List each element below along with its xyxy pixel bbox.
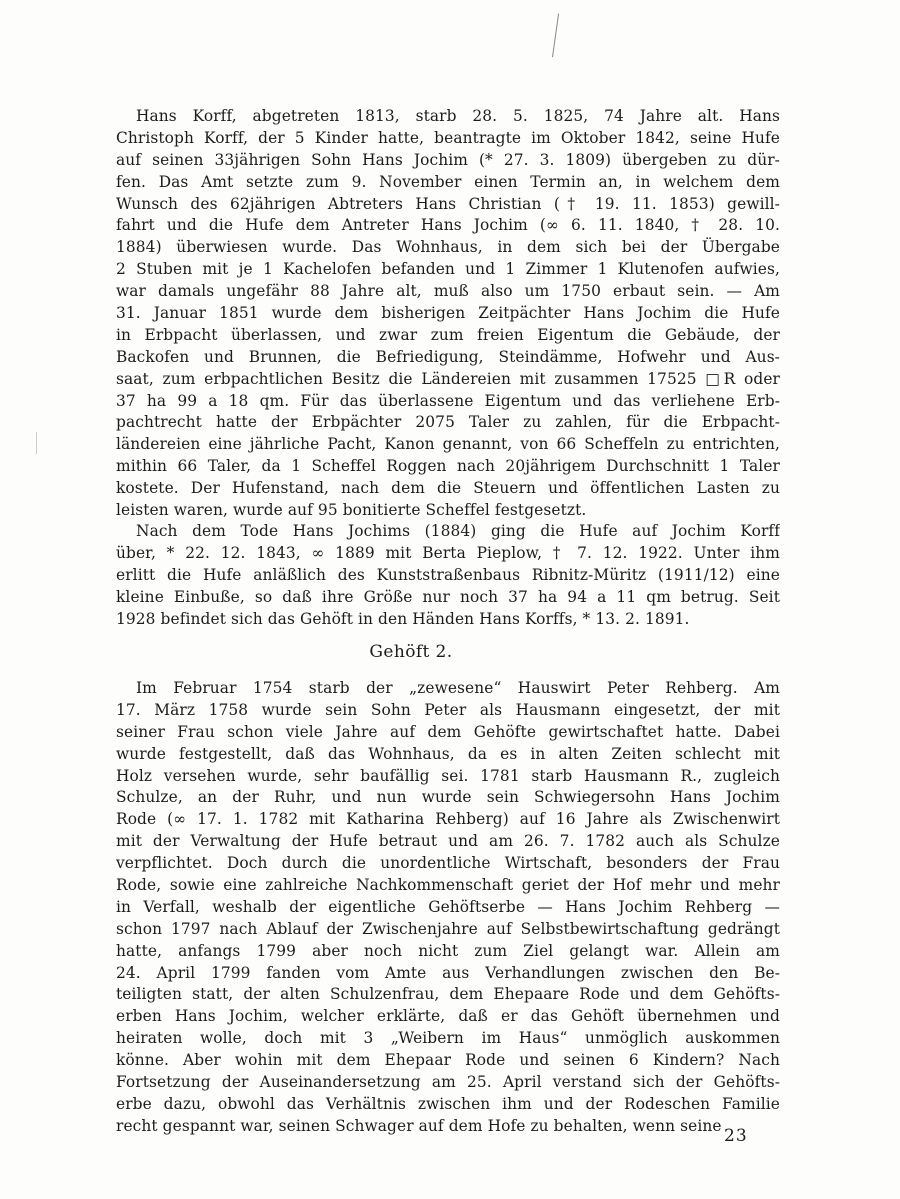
text-line: mit der Verwaltung der Hufe betraut und am 26. 7. 1782 auch als Schulze: [116, 832, 780, 851]
text-line: Im Februar 1754 starb der „zewesene“ Hauswirt Peter Rehberg. Am: [136, 679, 780, 697]
text-line: seiner Frau schon viele Jahre auf dem Gehöfte gewirtschaftet hatte. Dabei: [116, 722, 780, 741]
text-line: fen. Das Amt setzte zum 9. November einen Termin an, in welchem dem: [116, 172, 780, 191]
text-line: erlitt die Hufe anläßlich des Kunststraßenbaus Ribnitz-Müritz (1911/12) eine: [116, 565, 780, 584]
page-number: 23: [724, 1126, 748, 1146]
text-line: 1928 befindet sich das Gehöft in den Händen Hans Korffs, * 13. 2. 1891.: [116, 609, 690, 628]
paragraph-gehoeft-2: [116, 678, 780, 1138]
text-line: 31. Januar 1851 wurde dem bisherigen Zeitpächter Hans Jochim die Hufe: [116, 304, 780, 323]
text-line: Backofen und Brunnen, die Befriedigung, Steindämme, Hofwehr und Aus-: [116, 347, 780, 366]
text-line: recht gespannt war, seinen Schwager auf dem Hofe zu behalten, wenn seine: [116, 1116, 722, 1135]
text-line: 37 ha 99 a 18 qm. Für das überlassene Eigentum und das verliehene Erb-: [116, 391, 780, 410]
text-line: erbe dazu, obwohl das Verhältnis zwischen ihm und der Rodeschen Familie: [116, 1094, 780, 1113]
text-line: mithin 66 Taler, da 1 Scheffel Roggen nach 20jährigem Durchschnitt 1 Taler: [116, 457, 780, 476]
text-line: saat, zum erbpachtlichen Besitz die Ländereien mit zusammen 17525 □R oder: [116, 369, 780, 388]
text-line: 2 Stuben mit je 1 Kachelofen befanden und 1 Zimmer 1 Klutenofen aufwies,: [116, 260, 780, 279]
text-line: 1884) überwiesen wurde. Das Wohnhaus, in dem sich bei der Übergabe: [116, 238, 780, 257]
text-line: Wunsch des 62jährigen Abtreters Hans Christian († 19. 11. 1853) gewill-: [116, 194, 780, 213]
text-line: Nach dem Tode Hans Jochims (1884) ging die Hufe auf Jochim Korff: [136, 522, 780, 540]
text-line: verpflichtet. Doch durch die unordentliche Wirtschaft, besonders der Frau: [116, 854, 780, 873]
text-line: kostete. Der Hufenstand, nach dem die Steuern und öffentlichen Lasten zu: [116, 479, 780, 498]
text-line: Holz versehen wurde, sehr baufällig sei. 1781 starb Hausmann R., zugleich: [116, 766, 780, 785]
text-line: Rode (∞ 17. 1. 1782 mit Katharina Rehberg) auf 16 Jahre als Zwischenwirt: [116, 810, 780, 829]
text-line: kleine Einbuße, so daß ihre Größe nur noch 37 ha 94 a 11 qm betrug. Seit: [116, 587, 780, 606]
text-line: in Verfall, weshalb der eigentliche Gehöftserbe — Hans Jochim Rehberg —: [116, 897, 780, 916]
text-line: 24. April 1799 fanden vom Amte aus Verhandlungen zwischen den Be-: [116, 963, 780, 982]
text-line: schon 1797 nach Ablauf der Zwischenjahre auf Selbstbewirtschaftung gedrängt: [116, 919, 780, 938]
text-line: Schulze, an der Ruhr, und nun wurde sein Schwiegersohn Hans Jochim: [116, 788, 780, 807]
text-line: war damals ungefähr 88 Jahre alt, muß also um 1750 erbaut sein. — Am: [116, 282, 780, 301]
text-line: Fortsetzung der Auseinandersetzung am 25. April verstand sich der Gehöfts-: [116, 1073, 780, 1092]
text-line: in Erbpacht überlassen, und zwar zum freien Eigentum die Gebäude, der: [116, 325, 780, 344]
text-line: wurde festgestellt, daß das Wohnhaus, da es in alten Zeiten schlecht mit: [116, 744, 780, 763]
text-line: leisten waren, wurde auf 95 bonitierte Scheffel festgesetzt.: [116, 501, 587, 520]
text-line: heiraten wolle, doch mit 3 „Weibern im Haus“ unmöglich auskommen: [116, 1029, 780, 1048]
text-line: über, * 22. 12. 1843, ∞ 1889 mit Berta Pieplow, † 7. 12. 1922. Unter ihm: [116, 543, 780, 562]
text-line: ländereien eine jährliche Pacht, Kanon genannt, von 66 Scheffeln zu entrichten,: [116, 435, 780, 454]
text-line: Rode, sowie eine zahlreiche Nachkommenschaft geriet der Hof mehr und mehr: [116, 876, 780, 895]
text-line: 17. März 1758 wurde sein Sohn Peter als Hausmann eingesetzt, der mit: [116, 700, 780, 719]
scan-artifact-mark: [36, 432, 42, 454]
text-line: erben Hans Jochim, welcher erklärte, daß er das Gehöft übernehmen und: [116, 1007, 780, 1026]
scan-artifact-mark: [552, 13, 569, 58]
paragraph-jochim-korff: [116, 521, 780, 630]
text-line: pachtrecht hatte der Erbpächter 2075 Taler zu zahlen, für die Erbpacht-: [116, 413, 780, 432]
paragraph-hans-korff: [116, 106, 780, 522]
text-line: hatte, anfangs 1799 aber noch nicht zum Ziel gelangt war. Allein am: [116, 941, 780, 960]
section-heading-gehoeft-2: Gehöft 2.: [369, 642, 453, 662]
text-line: Christoph Korff, der 5 Kinder hatte, beantragte im Oktober 1842, seine Hufe: [116, 128, 780, 147]
text-line: könne. Aber wohin mit dem Ehepaar Rode und seinen 6 Kindern? Nach: [116, 1051, 780, 1070]
text-line: auf seinen 33jährigen Sohn Hans Jochim (* 27. 3. 1809) übergeben zu dür-: [116, 150, 780, 169]
text-line: teiligten statt, der alten Schulzenfrau, dem Ehepaare Rode und dem Gehöfts-: [116, 985, 780, 1004]
text-line: Hans Korff, abgetreten 1813, starb 28. 5. 1825, 74 Jahre alt. Hans: [136, 107, 780, 125]
text-line: fahrt und die Hufe dem Antreter Hans Jochim (∞ 6. 11. 1840, † 28. 10.: [116, 216, 780, 235]
